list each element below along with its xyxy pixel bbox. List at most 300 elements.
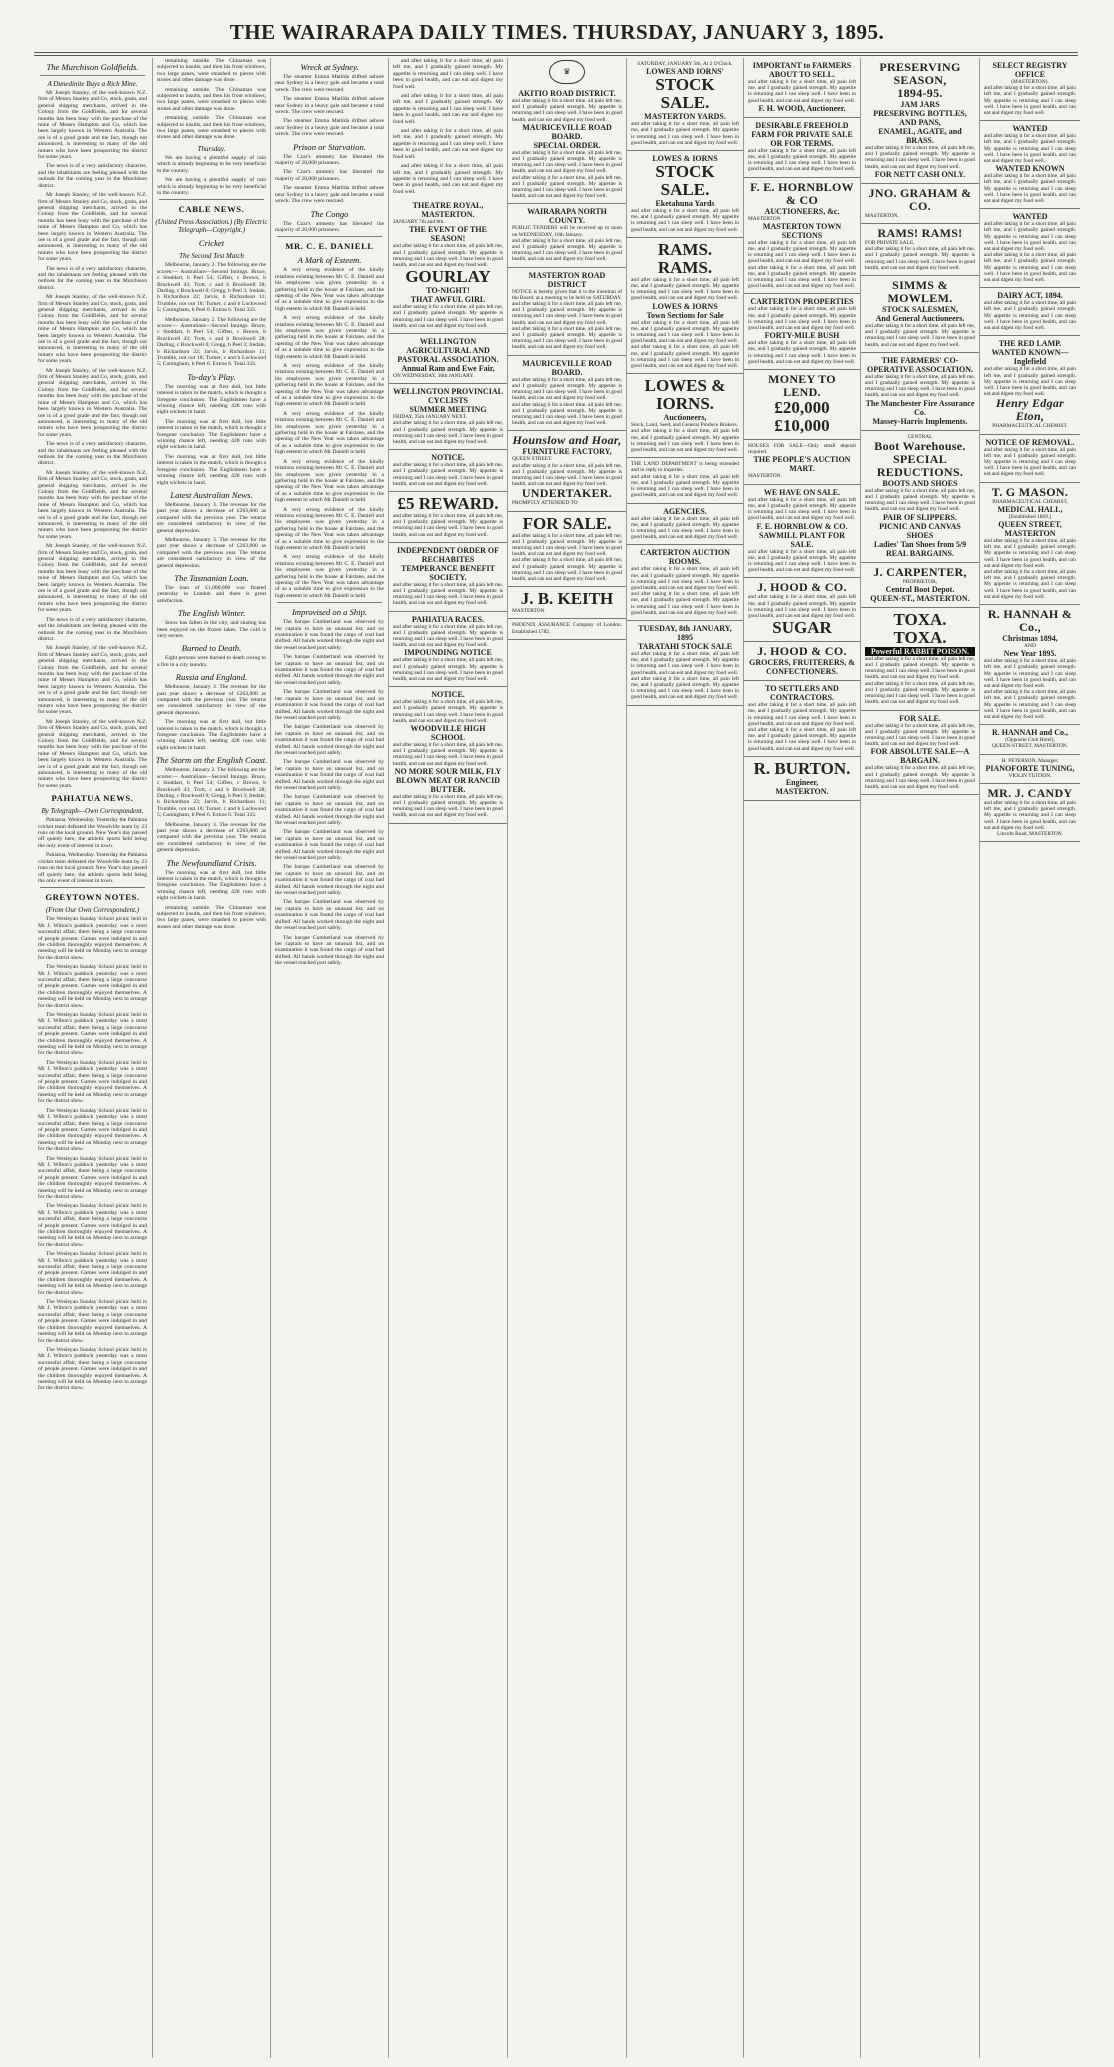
ad-body: and after taking it for a short time, all pain left me, and I gradually gained strength. My appetite is returning and I can sleep well. I have been in good health, and can eat and digest my food well. [865,722,975,748]
ad-line: AND [1024,642,1036,649]
paragraph: Pahiatua, Wednesday. Yesterday the Pahiatua cricket team defeated the Woodville team by 23 runs on the local ground. New Year's day passed off quietly here, the athletic sports held being the only event of interest in town. [38,817,147,849]
ad-line: MEDICAL HALL, [997,504,1063,514]
paragraph: The Wesleyan Sunday School picnic held in Mr J. Wilton's paddock yesterday was a most successful affair, there being a large concourse of people present. Games were indulged in and the children thoroughly enjoyed themselves. A meeting will be held on Monday next to arrange for the district show. [38,1203,147,1248]
ad-line: Town Sections for Sale [646,310,724,320]
column-1 [34,58,151,2058]
ad-body: and after taking it for a short time, all pain left me, and I gradually gained strength. My appetite is returning and I can sleep well. I have been in good health, and can eat and digest my food well. [748,340,856,365]
ad-line: R. HANNAH and Co., [991,728,1068,738]
ad-body: and after taking it for a short time, all pain left me, and I gradually gained strength. My appetite is returning and I can sleep well. I have been in good health, and can eat and digest my food well. [984,658,1076,689]
advertisement-carterton-properties [744,294,860,370]
ad-body: and after taking it for a short time, all pain left me, and I gradually gained strength. My appetite is returning and I can sleep well. I have been in good health, and can eat and digest my food well. [512,376,622,402]
column-4 [388,58,507,2058]
ad-headline: J. HOOD & CO. [757,580,847,595]
section-subheading: (From Our Own Correspondent.) [45,906,140,915]
ad-body: and after taking it for a short time, all pain left me, and I gradually gained strength. My appetite is returning and I can sleep well. I have been in good health, and can eat and digest my food well. [984,568,1076,600]
advertisement-money-to-lend [744,370,860,440]
ad-line: VIOLIN TUITION. [1008,772,1052,779]
paragraph: The morning was at first dull, but little interest is taken in the match, which is thought a foregone conclusion. The Englishmen have a winning chance left, needing 428 runs with eight wickets in hand. [157,418,266,451]
ad-line: TO SETTLERS AND CONTRACTORS. [765,684,839,703]
ad-body: and after taking it for a short time, all pain left me, and I gradually gained strength. My appetite is returning and I can sleep well. I have been in good health, and can eat and digest my food well. [631,675,739,701]
ad-body: and after taking it for a short time, all pain left me, and I gradually gained strength. My appetite is returning and I can sleep well. I have been in good health, and can eat and digest my food well. [631,566,739,591]
paragraph: Mr Joseph Stanley, of the well-known N.Z. firm of Messrs Stanley and Co, stock, grain, and general shipping merchants, arrived in the Colony from the Goldfields, and for several months has been busy with the purchase of the mine of Messrs Hampton and Co, which has been largely known in Western Australia. The ore is of a good grade and the fact, though not announced, is interesting to many of the old miners who have been prospecting the district for some years. [38,543,147,614]
ad-line: SPECIAL ORDER. [533,140,601,150]
ad-line: FOR ABSOLUTE SALE—A BARGAIN. [870,747,970,766]
article-subheading: A Mark of Esteem. [297,255,362,266]
ad-line: Lincoln Road, MASTERTON. [996,831,1064,838]
advertisement-agencies [627,504,743,546]
paragraph: Eight persons were burned to death owing to a fire in a city laundry. [157,655,266,668]
ad-body: and after taking it for a short time, all pain left me, and I gradually gained strength. My appetite is returning and I can sleep well. I have been in good health, and can eat and digest my food well. [865,487,975,513]
ad-line: NOTICE. [431,453,465,463]
ad-headline: SEASON, [893,73,947,87]
paragraph: Snow has fallen in the city, and skating has been enjoyed on the frozen lakes. The cold is very severe. [157,620,266,639]
ad-line: JANUARY 7th and 8th. [393,219,445,226]
paragraph: and after taking it for a short time, all pain left me, and I gradually gained strength. My appetite is returning and I can sleep well. I have been in good health, and can eat and digest my food well. [393,128,503,160]
advertisement-mason [980,483,1080,605]
ad-line: MASTERTON. [512,608,546,615]
paragraph: The morning was at first dull, but little interest is taken in the match, which is thought a foregone conclusion. The Englishmen have a winning chance left, needing 428 runs with eight wickets in hand. [157,383,266,416]
ad-body: and after taking it for a short time, all pain left me, and I gradually gained strength. My appetite is returning and I can sleep well. I have been in good health, and can eat and digest my food well. [512,301,622,326]
paragraph: The loan of £1,000,000 was floated yesterday in London and there is great satisfaction. [157,584,266,604]
advertisement-theatre [389,198,507,334]
ad-line: MASTERTON TOWN SECTIONS [762,221,842,240]
column-5 [507,58,626,2058]
ad-line: TUESDAY, 8th JANUARY, 1895 [638,623,732,642]
paragraph: The news is of a very satisfactory character, and the inhabitants are feeling pleased with the outlook for the coming year in the Murchison district. [38,163,147,189]
ad-line: CENTRAL [907,433,933,440]
ad-line: MASTERTON. [865,212,899,219]
article-body [153,767,270,853]
paragraph: Mr Joseph Stanley, of the well-known N.Z. firm of Messrs Stanley and Co, stock, grain, and general shipping merchants, arrived in the Colony from the Goldfields, and for several months has been busy with the purchase of the mine of Messrs Hampton and Co, which has been largely known in Western Australia. The ore is of a good grade and the fact, though not announced, is interesting to many of the old miners who have been prospecting the district for some years. [38,718,147,789]
page-title: THE WAIRARAPA DAILY TIMES. THURSDAY, JANUARY 3, 1895. [229,20,885,44]
ad-line: QUEEN STREET. [512,456,553,463]
paragraph: The Wesleyan Sunday School picnic held in Mr J. Wilton's paddock yesterday was a most successful affair, there being a large concourse of people present. Games were indulged in and the children thoroughly enjoyed themselves. A meeting will be held on Monday next to arrange for the district show. [38,1155,147,1200]
advertisement-hornblow [744,178,860,295]
divider [159,199,264,200]
ad-line: ON WEDNESDAY, 30th JANUARY. [393,372,475,379]
paragraph: The Czar's amnesty has liberated the majority of 20,000 prisoners. [275,153,384,167]
advertisement-toxa [861,608,979,711]
ad-line: Auctioneers, [663,413,707,423]
ad-body: and after taking it for a short time, all pain left me, and I gradually gained strength. My appetite is returning and I can sleep well. I have been in good health, and can eat and digest my food well. [984,133,1076,165]
ad-line: IMPOUNDING NOTICE [404,648,492,658]
advertisement-burton [744,757,860,801]
ad-line: TO-NIGHT! [426,286,470,296]
ad-amount: £20,000 [774,398,830,418]
column-8 [860,58,979,2058]
paragraph: A very strong evidence of the kindly relations existing between Mr C. E. Daniell and his employees was given yesterday in a gathering held in the house at Fairlane, and the opening of the New Year was taken advantage of as a suitable time to give expression to the high esteem in which Mr Daniell is held. [275,458,384,504]
ad-body: and after taking it for a short time, all pain left me, and I gradually gained strength. My appetite is returning and I can sleep well. I have been in good health, and can eat and digest my food well. [865,373,975,399]
advertisement-lowes-iorns [627,374,743,458]
advertisement-settlers [744,681,860,757]
column-2 [152,58,270,2058]
paragraph: Mr Joseph Stanley, of the well-known N.Z. firm of Messrs Stanley and Co, stock, grain, and general shipping merchants, arrived in the Colony from the Goldfields, and for several months has been busy with the purchase of the mine of Messrs Hampton and Co, which has been largely known in Western Australia. The ore is of a good grade and the fact, though not announced, is interesting to many of the old miners who have been prospecting the district for some years. [38,294,147,365]
ad-line: THE FARMERS' CO-OPERATIVE ASSOCIATION. [867,355,973,374]
advertisement-red-lamp [980,336,1080,434]
ad-headline: GOURLAY [405,267,491,287]
paragraph: The Wesleyan Sunday School picnic held in Mr J. Wilton's paddock yesterday was a most successful affair, there being a large concourse of people present. Games were indulged in and the children thoroughly enjoyed themselves. A meeting will be held on Monday next to arrange for the district show. [38,1251,147,1296]
ad-line: WANTED KNOWN [995,164,1065,174]
section-subheading: (United Press Association.) (By Electric Telegraph—Copyright.) [155,218,268,235]
ad-line: AGENCIES. [663,506,707,516]
ad-amount: £10,000 [774,416,830,436]
ad-line: Central Boot Depot. [885,584,955,594]
paragraph: The barque Cumberland was observed by her captain to have an unusual list, and on examination it was found the cargo of coal had shifted. All hands worked through the night and the vessel reached port safely. [275,864,384,897]
ad-line: WANTED [1012,124,1048,134]
advertisement-land-department [627,458,743,503]
advertisement-candy [980,784,1080,842]
paragraph: The morning was at first dull, but little interest is taken in the match, which is thought a foregone conclusion. The Englishmen have a winning chance left, needing 428 runs with eight wickets in hand. [157,719,266,751]
advertisement-hood-sugar [744,578,860,642]
ad-body: and after taking it for a short time, all pain left me, and I gradually gained strength. My appetite is returning and I can sleep well. I have been in good health, and can eat and digest my food well. [865,145,975,170]
ad-body: and after taking it for a short time, all pain left me, and I gradually gained strength. My appetite is returning and I can sleep well. I have been in good health, and can eat and digest my food well. [984,446,1076,478]
ad-line: Annual Ram and Ewe Fair, [401,363,495,373]
ad-line: FORTY-MILE BUSH [764,331,840,341]
paragraph: Melbourne, January 2. The following are the scores:— Australians—Second Innings. Bruce, c Stoddart, b Peel 54; Giffen, c Brown, b Brockwell 43; Trott, c and b Brockwell 28; Darling, c Brockwell 0; Gregg, b Peel 3; Iredale, b Richardson 22; Jarvis, b Richardson 11; Trumble, not out 18; Turner, c and b Lockwood 5; Coningham, b Peel 6. Extras 6. Total 333. [157,316,266,368]
ad-body: and after taking it for a short time, all pain left me, and I gradually gained strength. My appetite is returning and I can sleep well. I have been in good health, and can eat and digest my food well. [984,173,1076,205]
article-body [153,585,270,604]
ad-line: MAURICEVILLE ROAD BOARD. [522,122,612,141]
advertisement-carpenter [861,563,979,608]
ad-line: AUCTIONEERS, &c. [764,206,840,216]
advertisement-eketahuna [627,151,743,238]
ad-body: and after taking it for a short time, all pain left me, and I gradually gained strength. My appetite is returning and I can sleep well. I have been in good health, and can eat and digest my food well. [512,325,622,351]
ad-body: and after taking it for a short time, all pain left me, and I gradually gained strength. My appetite is returning and I can sleep well. I have been in good health, and can eat and digest my food well. [865,246,975,271]
ad-line: WE HAVE ON SALE. [763,487,841,497]
ad-body: and after taking it for a short time, all pain left me, and I gradually gained strength. My appetite is returning and I can sleep well. I have been in good health, and can eat and digest my food well. [748,79,856,104]
ad-headline: 1894-95. [897,86,943,100]
ad-body: and after taking it for a short time, all pain left me, and I gradually gained strength. My appetite is returning and I can sleep well. I have been in good health, and can eat and digest my food well. [393,793,503,819]
ad-body: and after taking it for a short time, all pain left me, and I gradually gained strength. My appetite is returning and I can sleep well. I have been in good health, and can eat and digest my food well. [865,765,975,790]
ad-line: SELECT REGISTRY OFFICE [992,61,1068,79]
advertisement-reward [389,492,507,543]
ad-headline: SIMMS & MOWLEM. [887,278,953,306]
paragraph: We are having a plentiful supply of rain which is already beginning to be very beneficial to the country. [157,154,266,174]
ad-line: THE PEOPLE'S AUCTION MART. [753,455,851,474]
ad-body: and after taking it for a short time, all pain left me, and I gradually gained strength. My appetite is returning and I can sleep well. I have been in good health, and can eat and digest my food well. [984,85,1076,117]
ad-body: and after taking it for a short time, all pain left me, and I gradually gained strength. My appetite is returning and I can sleep well. I have been in good health, and can eat and digest my food well. [631,515,739,541]
ad-body: and after taking it for a short time, all pain left me, and I gradually gained strength. My appetite is returning and I can sleep well. I have been in good health, and can eat and digest my food well. [393,243,503,268]
article-body [271,619,388,966]
ad-line: HOUSES FOR SALE—Only small deposit required. [748,443,856,456]
divider [277,236,382,237]
paragraph: Melbourne, January 3. The revenue for the past year shows a decrease of £263,000 as compared with the previous year. The returns are considered satisfactory in view of the general depression. [157,536,266,569]
ad-headline: FOR SALE. [522,513,612,533]
ad-headline: Henry Edgar Eton, [995,396,1065,424]
ad-body: and after taking it for a short time, all pain left me, and I gradually gained strength. My appetite is returning and I can sleep well. I have been in good health, and can eat and digest my food well. [865,680,975,706]
ad-line: CARTERTON PROPERTIES [750,297,854,307]
paragraph: The Wesleyan Sunday School picnic held in Mr J. Wilton's paddock yesterday was a most successful affair, there being a large concourse of people present. Games were indulged in and the children thoroughly enjoyed themselves. A meeting will be held on Monday next to arrange for the district show. [38,1346,147,1392]
ad-headline: LOWES & IORNS. [644,376,726,414]
advertisement-ram-fair [389,334,507,384]
article-body [34,817,151,884]
advertisement-wanted-2 [980,209,1080,288]
section-heading: GREYTOWN NOTES. [45,892,140,903]
divider [40,75,145,76]
ad-line: QUEEN-ST., MASTERTON. [870,593,970,603]
article-body [34,90,151,789]
ad-line: MASTERTON [748,215,781,222]
advertisement-removal [980,435,1080,483]
ad-headline: JNO. GRAHAM & CO. [868,185,972,213]
ad-body: and after taking it for a short time, all pain left me, and I gradually gained strength. My appetite is returning and I can sleep well. I have been in good health, and can eat and digest my food well. [631,121,739,146]
ad-headline: STOCK SALE. [655,162,715,200]
article-body [153,502,270,569]
ad-line: THE EVENT OF THE SEASON! [409,225,487,244]
ad-body: and after taking it for a short time, all pain left me, and I gradually gained strength. My appetite is returning and I can sleep well. I have been in good health, and can eat and digest my food well. [393,699,503,724]
paragraph: A very strong evidence of the kindly relations existing between Mr C. E. Daniell and his employees was given yesterday in a gathering held in the house at Fairlane, and the opening of the New Year was taken advantage of as a suitable time to give expression to the high esteem in which Mr Daniell is held. [275,506,384,551]
paragraph: The Wesleyan Sunday School picnic held in Mr J. Wilton's paddock yesterday was a most successful affair, there being a large concourse of people present. Games were indulged in and the children thoroughly enjoyed themselves. A meeting will be held on Monday next to arrange for the district show. [38,1012,147,1057]
paragraph: Pahiatua, Wednesday. Yesterday the Pahiatua cricket team defeated the Woodville team by 23 runs on the local ground. New Year's day passed off quietly here, the athletic sports held being the only event of interest in town. [38,852,147,884]
article-body [153,384,270,486]
section-heading: MR. C. E. DANIELL [285,241,374,252]
masthead-rule [34,52,1078,56]
advertisement-farmers-coop [861,353,979,431]
article-heading: Improvised on a Ship. [291,607,368,618]
article-heading: The Tasmanian Loan. [174,572,249,583]
ad-headline: R. BURTON. [753,758,851,778]
paragraph: The Wesleyan Sunday School picnic held in Mr J. Wilton's paddock yesterday was a most successful affair, there being a large concourse of people present. Games were indulged in and the children thoroughly enjoyed themselves. A meeting will be held on Monday next to arrange for the district show. [38,1107,147,1153]
article-body [153,262,270,368]
ad-line: DESIRABLE FREEHOLD FARM FOR PRIVATE SALE OR FOR TERMS. [751,120,853,148]
ad-line: PICNIC AND CANVAS SHOES [879,521,961,540]
column-7 [743,58,860,2058]
paragraph: The barque Cumberland was observed by her captain to have an unusual list, and on examination it was found the cargo of coal had shifted. All hands worked through the night and the vessel reached port safely. [275,934,384,967]
paragraph: remaining outside. The Chinaman was subjected to insults, and then his front windows, two large panes, were smashed to pieces with stones and other damage was done. [157,115,266,141]
ad-body: and after taking it for a short time, all pain left me, and I gradually gained strength. My appetite is returning and I can sleep well. I have been in good health, and can eat and digest my food well. [631,650,739,676]
ad-body: and after taking it for a short time, all pain left me, and I gradually gained strength. My appetite is returning and I can sleep well. I have been in good health, and can eat and digest my food well. [748,594,856,619]
ad-body: and after taking it for a short time, all pain left me, and I gradually gained strength. My appetite is returning and I can sleep well. I have been in good health, and can eat and digest my food well. [393,462,503,487]
advertisement-notice [389,450,507,492]
ad-line: (MASTERTON). [1011,79,1049,85]
ad-body: and after taking it for a short time, all pain left me, and I gradually gained strength. My appetite is returning and I can sleep well. I have been in good health, and can eat and digest my food well. [393,657,503,683]
ad-line: Massey-Harris Implements. [872,416,968,426]
article-body [271,221,388,234]
section-heading: PAHIATUA NEWS. [51,793,134,804]
advertisement-hannah-address [980,725,1080,754]
article-heading: To-day's Play. [187,371,236,382]
ad-body: and after taking it for a short time, all pain left me, and I gradually gained strength. My appetite is returning and I can sleep well. I have been in good health, and can eat and digest my food well. [393,420,503,445]
paragraph: Melbourne, January 3. The revenue for the past year shows a decrease of £263,000 as compared with the previous year. The returns are considered satisfactory in view of the general depression. [157,684,266,716]
ad-line: The Manchester Fire Assurance Co. [865,398,975,417]
paragraph: Melbourne, January 3. The revenue for the past year shows a decrease of £263,000 as compared with the previous year. The returns are considered satisfactory in view of the general depression. [157,501,266,534]
article-subheading: Thursday. [197,144,226,153]
ad-line: SATURDAY, JANUARY 5th, At 2 O'Clock. [637,61,733,67]
advertisement-rams-private [861,224,979,276]
paragraph: Mr Joseph Stanley, of the well-known N.Z. firm of Messrs Stanley and Co, stock, grain, and general shipping merchants, arrived in the Colony from the Goldfields, and for several months has been busy with the purchase of the mine of Messrs Hampton and Co, which has been largely known in Western Australia. The ore is of a good grade and the fact, though not announced, is interesting to many of the old miners who have been prospecting the district for some years. [38,90,147,161]
ad-line: Powerful RABBIT POISON. [865,647,975,656]
ad-line: MAURICEVILLE ROAD BOARD. [522,358,612,377]
ad-body: and after taking it for a short time, all pain left me, and I gradually gained strength. My appetite is returning and I can sleep well. I have been in good health, and can eat and digest my food well. [631,473,739,499]
paragraph: Mr Joseph Stanley, of the well-known N.Z. firm of Messrs Stanley and Co, stock, grain, and general shipping merchants, arrived in the Colony from the Goldfields, and for several months has been busy with the purchase of the mine of Messrs Hampton and Co, which has been largely known in Western Australia. The ore is of a good grade and the fact, though not announced, is interesting to many of the old miners who have been prospecting the district for some years. [38,192,147,263]
article-heading: Burned to Death. [181,643,242,654]
advertisement-dairy-act [980,288,1080,336]
ad-line: FURNITURE FACTORY, [522,447,612,457]
advertisement-hood-grocers [744,642,860,681]
ad-headline: TOXA. TOXA. [893,609,947,647]
coat-of-arms-icon: ♛ [549,60,585,84]
ad-headline: F. E. HORNBLOW & CO [750,179,854,207]
article-heading: Russia and England. [175,672,248,683]
paragraph: The steamer Emma Matilda drifted ashore near Sydney in a heavy gale and became a total wreck. The crew were rescued. [275,96,384,116]
article-body [153,620,270,639]
paragraph: and after taking it for a short time, all pain left me, and I gradually gained strength. My appetite is returning and I can sleep well. I have been in good health, and can eat and digest my food well. [393,163,503,195]
ad-line: WANTED [1012,212,1048,222]
ad-line: PAHIATUA RACES. [411,614,485,624]
article-body [153,58,270,141]
article-heading: The Congo [310,208,349,219]
ad-line: NO MORE SOUR MILK, FLY BLOWN MEAT OR RANCID BUTTER. [394,766,502,794]
ad-line: F. H. WOOD, Auctioneer. [758,103,846,113]
ad-line: WOODVILLE HIGH SCHOOL [410,724,486,743]
ad-line: FOR SALE. [899,713,941,723]
paragraph: The barque Cumberland was observed by her captain to have an unusual list, and on examination it was found the cargo of coal had shifted. All hands worked through the night and the vessel reached port safely. [275,759,384,791]
article-body [153,870,270,931]
ad-line: PRESERVING BOTTLES, AND PANS, [873,109,967,127]
ad-line: PHARMACEUTICAL CHEMIST, [992,498,1068,505]
ad-line: WAIRARAPA NORTH COUNTY. [527,207,607,226]
ad-line: WELLINGTON AGRICULTURAL AND PASTORAL ASSOCIATION. [397,336,499,364]
paragraph: The morning was at first dull, but little interest is taken in the match, which is thought a foregone conclusion. The Englishmen have a winning chance left, needing 428 runs with eight wickets in hand. [157,453,266,486]
ad-line: F. E. HORNBLOW & CO. [756,521,848,531]
ad-line: Engineer, [785,777,819,787]
divider [277,602,382,603]
ad-body: and after taking it for a short time, all pain left me, and I gradually gained strength. My appetite is returning and I can sleep well. I have been in good health, and can eat and digest my food well. [984,800,1076,831]
ad-headline: £5 REWARD. [397,493,499,513]
ad-line: BOOTS AND SHOES [882,478,958,488]
ad-body: and after taking it for a short time, all pain left me, and I gradually gained strength. My appetite is returning and I can sleep well. I have been in good health, and can eat and digest my food well. [984,221,1076,253]
paragraph: The barque Cumberland was observed by her captain to have an unusual list, and on examination it was found the cargo of coal had shifted. All hands worked through the night and the vessel reached port safely. [275,689,384,721]
ad-body: and after taking it for a short time, all pain left me, and I gradually gained strength. My appetite is returning and I can sleep well. I have been in good health, and can eat and digest my food well. [748,496,856,522]
advertisement-simms-mowlem [861,276,979,353]
ad-line: [Established 1869.] [1009,513,1051,520]
ad-body: and after taking it for a short time, all pain left me, and I gradually gained strength. My appetite is returning and I can sleep well. I have been in good health, and can eat and digest my food well. [631,319,739,345]
ad-headline: R. HANNAH & Co., [987,606,1073,634]
ad-line: LOWES & IORNS [652,154,718,164]
ad-headline: Hounslow and Hoar, [512,433,622,448]
article-heading: The Murchison Goldfields. [46,62,139,72]
ad-headline: UNDERTAKER. [521,486,613,501]
column-9 [979,58,1080,2058]
ad-body: and after taking it for a short time, all pain left me, and I gradually gained strength. My appetite is returning and I can sleep well. I have been in good health, and can eat and digest my food well. [631,208,739,233]
section-subheading: By Telegraph—Own Correspondent. [41,807,144,816]
column-6 [626,58,743,2058]
paragraph: The Wesleyan Sunday School picnic held in Mr J. Wilton's paddock yesterday was a most successful affair, there being a large concourse of people present. Games were indulged in and the children thoroughly enjoyed themselves. A meeting will be held on Monday next to arrange for the district show. [38,1299,147,1344]
paragraph: The steamer Emma Matilda drifted ashore near Sydney in a heavy gale and became a total wreck. The crew were rescued. [275,74,384,93]
advertisement-farmers [744,58,860,118]
ad-body: and after taking it for a short time, all pain left me, and I gradually gained strength. My appetite is returning and I can sleep well. I have been in good health, and can eat and digest my food well. [984,252,1076,284]
article-body [271,267,388,599]
paragraph: remaining outside. The Chinaman was subjected to insults, and then his front windows, two large panes, were smashed to pieces with stones and other damage was done. [157,86,266,112]
paragraph: Melbourne, January 2. The following are the scores:— Australians—Second Innings. Bruce, c Stoddart, b Peel 54; Giffen, c Brown, b Brockwell 43; Trott, c and b Brockwell 28; Darling, c Brockwell 0; Gregg, b Peel 3; Iredale, b Richardson 22; Jarvis, b Richardson 11; Trumble, not out 18; Turner, c and b Lockwood 5; Coningham, b Peel 6. Extras 6. Total 333. [157,767,266,819]
ad-body: and after taking it for a short time, all pain left me, and I gradually gained strength. My appetite is returning and I can sleep well. I have been in good health, and can eat and digest my food well. [393,742,503,767]
ad-line: FOR PRIVATE SALE. [865,240,915,247]
ad-line: SUMMER MEETING [409,405,487,415]
ad-line: FRIDAY, 25th JANUARY NEXT. [393,414,467,421]
paragraph: The barque Cumberland was observed by her captain to have an unusual list, and on examination it was found the cargo of coal had shifted. All hands worked through the night and the vessel reached port safely. [275,724,384,756]
ad-headline: PRESERVING [879,60,961,74]
ad-line: REAL BARGAINS. [885,548,954,558]
paragraph: The news is of a very satisfactory character, and the inhabitants are feeling pleased with the outlook for the coming year in the Murchison district. [38,265,147,291]
ad-line: New Year 1895. [1003,649,1057,659]
ad-body: PUBLIC TENDERS will be received up to noon on WEDNESDAY, 16th January. [512,225,622,238]
advertisement-rams [627,238,743,374]
paragraph: A very strong evidence of the kindly relations existing between Mr C. E. Daniell and his employees was given yesterday in a gathering held in the house at Fairlane, and the opening of the New Year was taken advantage of as a suitable time to give expression to the high esteem in which Mr Daniell is held. [275,363,384,408]
advertisement-hounslow [508,431,626,511]
ad-body: and after taking it for a short time, all pain left me, and I gradually gained strength. My appetite is returning and I can sleep well. I have been in good health, and can eat and digest my food well. [631,428,739,454]
ad-body: and after taking it for a short time, all pain left me, and I gradually gained strength. My appetite is returning and I can sleep well. I have been in good health, and can eat and digest my food well. [631,591,739,616]
ad-line: GROCERS, FRUITERERS, & CONFECTIONERS. [749,658,855,677]
ad-body: and after taking it for a short time, all pain left me, and I gradually gained strength. My appetite is returning and I can sleep well. I have been in good health, and can eat and digest my food well. [748,726,856,752]
article-body [153,655,270,668]
ad-body: and after taking it for a short time, all pain left me, and I gradually gained strength. My appetite is returning and I can sleep well. I have been in good health, and can eat and digest my food well. [512,557,622,582]
ad-headline: STOCK SALE. [655,75,715,113]
paragraph: Melbourne, January 3. The revenue for the past year shows a decrease of £263,000 as compared with the previous year. The returns are considered satisfactory in view of the general depression. [157,821,266,854]
ad-body: and after taking it for a short time, all pain left me, and I gradually gained strength. My appetite is returning and I can sleep well. I have been in good health, and can eat and digest my food well. [393,512,503,538]
ad-line: CARTERTON AUCTION ROOMS. [640,548,730,567]
ad-line: LOWES AND IORNS' [646,67,724,77]
paragraph: We are having a plentiful supply of rain which is already beginning to be very beneficial to the country. [157,177,266,196]
advertisement-on-sale [744,485,860,579]
ad-line: PROMPTLY ATTENDED TO [512,500,578,507]
paragraph: The Wesleyan Sunday School picnic held in Mr J. Wilton's paddock yesterday was a most successful affair, there being a large concourse of people present. Games were indulged in and the children thoroughly enjoyed themselves. A meeting will be held on Monday next to arrange for the district show. [38,964,147,1009]
advertisement-for-sale [508,512,626,588]
ad-body: and after taking it for a short time, all pain left me, and I gradually gained strength. My appetite is returning and I can sleep well. I have been in good health, and can eat and digest my food well. [748,147,856,173]
advertisement-registry [980,58,1080,121]
article-heading: Prison or Starvation. [293,141,366,152]
advertisement-freehold-farm [744,118,860,178]
paragraph: and after taking it for a short time, all pain left me, and I gradually gained strength. My appetite is returning and I can sleep well. I have been in good health, and can eat and digest my food well. [393,93,503,125]
paragraph: The news is of a very satisfactory character, and the inhabitants are feeling pleased with the outlook for the coming year in the Murchison district. [38,616,147,642]
advertisement-akitio [508,86,626,204]
ad-body: and after taking it for a short time, all pain left me, and I gradually gained strength. My appetite is returning and I can sleep well. I have been in good health, and can eat and digest my food well. [512,149,622,175]
ad-line: H. PETERSON, Manager. [1001,757,1059,764]
ad-line: THAT AWFUL GIRL [410,295,486,305]
ad-line: (Opposite Club Hotel), [1005,737,1055,744]
ad-body: and after taking it for a short time, all pain left me, and I gradually gained strength. My appetite is returning and I can sleep well. I have been in good health, and can eat and digest my food well. [512,174,622,200]
ad-line: MASTERTON. [775,786,829,796]
ad-body: and after taking it for a short time, all pain left me, and I gradually gained strength. My appetite is returning and I can sleep well. I have been in good health, and can eat and digest my food well. [984,300,1076,332]
ad-line: WELLINGTON PROVINCIAL CYCLISTS [393,387,503,406]
paragraph: Mr Joseph Stanley, of the well-known N.Z. firm of Messrs Stanley and Co, stock, grain, and general shipping merchants, arrived in the Colony from the Goldfields, and for several months has been busy with the purchase of the mine of Messrs Hampton and Co, which has been largely known in Western Australia. The ore is of a good grade and the fact, though not announced, is interesting to many of the old miners who have been prospecting the district for some years. [38,469,147,540]
ad-body: and after taking it for a short time, all pain left me, and I gradually gained strength. My appetite is returning and I can sleep well. I have been in good health, and can eat and digest my food well. [748,264,856,290]
ad-line: PIANOFORTE TUNING, [985,763,1075,773]
ad-body: and after taking it for a short time, all pain left me, and I gradually gained strength. My appetite is returning and I can sleep well. I have been in good health, and can eat and digest my food well. [748,239,856,265]
advertisement-wanted [980,121,1080,209]
paragraph: The barque Cumberland was observed by her captain to have an unusual list, and on examination it was found the cargo of coal had shifted. All hands worked through the night and the vessel reached port safely. [275,619,384,651]
ad-line: DAIRY ACT, 1894. [997,291,1063,301]
ad-body: and after taking it for a short time, all pain left me, and I gradually gained strength. My appetite is returning and I can sleep well. I have been in good health, and can eat and digest my food well. [512,237,622,263]
article-body [271,154,388,205]
ad-body: and after taking it for a short time, all pain left me, and I gradually gained strength. My appetite is returning and I can sleep well. I have been in good health, and can eat and digest my food well. [748,702,856,727]
ad-line: ENAMEL, AGATE, and BRASS. [878,127,962,145]
ad-headline: T. G MASON. [991,484,1069,499]
ad-body: and after taking it for a short time, all pain left me, and I gradually gained strength. My appetite is returning and I can sleep well. I have been in good health, and can eat and digest my food well. [393,581,503,607]
ad-line: TARATAHI STOCK SALE [637,641,733,651]
ad-line: AKITIO ROAD DISTRICT. [518,89,616,98]
advertisement-taratahi [627,621,743,706]
article-subheading: A Dunedinite Buys a Rich Mine. [47,80,138,88]
advertisement-phoenix [508,619,626,639]
paragraph: A very strong evidence of the kindly relations existing between Mr C. E. Daniell and his employees was given yesterday in a gathering held in the house at Fairlane, and the opening of the New Year was taken advantage of as a suitable time to give expression to the high esteem in which Mr Daniell is held. [275,410,384,456]
advertisement-pahiatua-races [389,612,507,688]
article-subheading: The Second Test Match [179,252,244,261]
advertisement-hannah [980,605,1080,725]
advertisement-carterton-auction [627,545,743,621]
ad-line: NOTICE. [431,690,465,700]
ad-line: JAM JARS [900,100,940,109]
article-body [271,74,388,138]
